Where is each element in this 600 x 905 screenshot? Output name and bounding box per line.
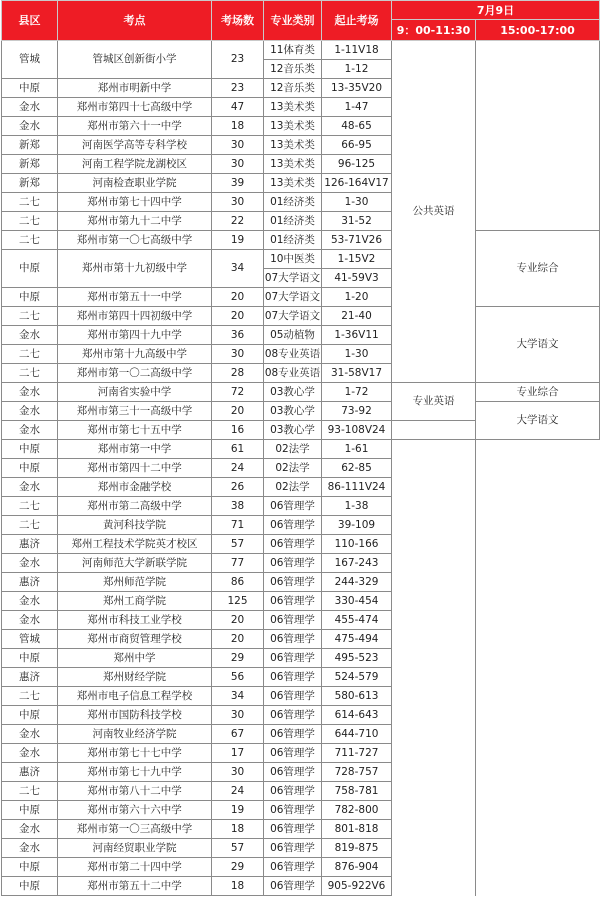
category-cell: 06管理学	[264, 744, 322, 763]
site-cell: 郑州市第一〇二高级中学	[58, 364, 212, 383]
range-cell: 1-47	[322, 98, 392, 117]
site-cell: 郑州市第一中学	[58, 440, 212, 459]
range-cell: 455-474	[322, 611, 392, 630]
category-cell: 06管理学	[264, 763, 322, 782]
county-cell: 管城	[2, 630, 58, 649]
category-cell: 13美术类	[264, 117, 322, 136]
rooms-cell: 57	[212, 839, 264, 858]
rooms-cell: 61	[212, 440, 264, 459]
rooms-cell: 77	[212, 554, 264, 573]
range-cell: 1-15V2	[322, 250, 392, 269]
site-cell: 郑州市科技工业学校	[58, 611, 212, 630]
category-cell: 12音乐类	[264, 60, 322, 79]
county-cell: 二七	[2, 782, 58, 801]
table-row	[2, 402, 600, 421]
range-cell: 905-922V6	[322, 877, 392, 896]
county-cell: 中原	[2, 440, 58, 459]
site-cell: 郑州市第七十七中学	[58, 744, 212, 763]
county-cell: 金水	[2, 611, 58, 630]
site-cell: 郑州市第五十二中学	[58, 877, 212, 896]
site-cell: 郑州市第一〇七高级中学	[58, 231, 212, 250]
county-cell: 中原	[2, 801, 58, 820]
site-cell: 郑州市第八十二中学	[58, 782, 212, 801]
rooms-cell: 24	[212, 459, 264, 478]
table-row	[2, 668, 600, 687]
county-cell: 中原	[2, 877, 58, 896]
category-cell: 05动植物	[264, 326, 322, 345]
subject-blank	[392, 421, 476, 440]
site-cell: 郑州市第七十九中学	[58, 763, 212, 782]
site-cell: 郑州市第二十四中学	[58, 858, 212, 877]
rooms-cell: 19	[212, 801, 264, 820]
range-cell: 758-781	[322, 782, 392, 801]
table-body	[2, 41, 600, 896]
rooms-cell: 16	[212, 421, 264, 440]
county-cell: 二七	[2, 307, 58, 326]
category-cell: 06管理学	[264, 630, 322, 649]
table-row	[2, 554, 600, 573]
rooms-cell: 56	[212, 668, 264, 687]
county-cell: 中原	[2, 288, 58, 307]
range-cell: 31-58V17	[322, 364, 392, 383]
range-cell: 711-727	[322, 744, 392, 763]
category-cell: 06管理学	[264, 877, 322, 896]
range-cell: 13-35V20	[322, 79, 392, 98]
rooms-cell: 36	[212, 326, 264, 345]
subject-college-chinese: 大学语文	[476, 307, 600, 383]
table-row	[2, 41, 600, 60]
rooms-cell: 39	[212, 174, 264, 193]
range-cell: 96-125	[322, 155, 392, 174]
header-range: 起止考场	[322, 1, 392, 41]
category-cell: 02法学	[264, 459, 322, 478]
range-cell: 126-164V17	[322, 174, 392, 193]
subject-professional-english: 专业英语	[392, 383, 476, 421]
range-cell: 1-38	[322, 497, 392, 516]
range-cell: 41-59V3	[322, 269, 392, 288]
site-cell: 郑州市第三十一高级中学	[58, 402, 212, 421]
site-cell: 郑州市第六十六中学	[58, 801, 212, 820]
table-row	[2, 611, 600, 630]
county-cell: 二七	[2, 212, 58, 231]
table-row	[2, 630, 600, 649]
county-cell: 新郑	[2, 174, 58, 193]
rooms-cell: 18	[212, 877, 264, 896]
county-cell: 惠济	[2, 573, 58, 592]
category-cell: 08专业英语	[264, 364, 322, 383]
range-cell: 819-875	[322, 839, 392, 858]
range-cell: 66-95	[322, 136, 392, 155]
county-cell: 二七	[2, 516, 58, 535]
category-cell: 12音乐类	[264, 79, 322, 98]
county-cell: 惠济	[2, 763, 58, 782]
table-row	[2, 440, 600, 459]
rooms-cell: 47	[212, 98, 264, 117]
range-cell: 524-579	[322, 668, 392, 687]
rooms-cell: 22	[212, 212, 264, 231]
county-cell: 中原	[2, 79, 58, 98]
site-cell: 郑州市金融学校	[58, 478, 212, 497]
site-cell: 郑州工程技术学院英才校区	[58, 535, 212, 554]
site-cell: 河南省实验中学	[58, 383, 212, 402]
rooms-cell: 72	[212, 383, 264, 402]
county-cell: 中原	[2, 649, 58, 668]
category-cell: 06管理学	[264, 687, 322, 706]
county-cell: 金水	[2, 839, 58, 858]
category-cell: 01经济类	[264, 212, 322, 231]
category-cell: 06管理学	[264, 497, 322, 516]
range-cell: 93-108V24	[322, 421, 392, 440]
table-row	[2, 497, 600, 516]
county-cell: 新郑	[2, 155, 58, 174]
rooms-cell: 17	[212, 744, 264, 763]
site-cell: 郑州市第十九高级中学	[58, 345, 212, 364]
range-cell: 48-65	[322, 117, 392, 136]
category-cell: 11体育类	[264, 41, 322, 60]
rooms-cell: 20	[212, 611, 264, 630]
range-cell: 495-523	[322, 649, 392, 668]
range-cell: 110-166	[322, 535, 392, 554]
category-cell: 06管理学	[264, 839, 322, 858]
category-cell: 06管理学	[264, 668, 322, 687]
rooms-cell: 29	[212, 649, 264, 668]
range-cell: 644-710	[322, 725, 392, 744]
header-rooms: 考场数	[212, 1, 264, 41]
rooms-cell: 20	[212, 630, 264, 649]
category-cell: 06管理学	[264, 649, 322, 668]
category-cell: 03教心学	[264, 383, 322, 402]
rooms-cell: 20	[212, 288, 264, 307]
range-cell: 86-111V24	[322, 478, 392, 497]
rooms-cell: 19	[212, 231, 264, 250]
site-cell: 郑州市第十九初级中学	[58, 250, 212, 288]
site-cell: 郑州市第四十四初级中学	[58, 307, 212, 326]
range-cell: 1-36V11	[322, 326, 392, 345]
county-cell: 中原	[2, 858, 58, 877]
table-row	[2, 839, 600, 858]
rooms-cell: 38	[212, 497, 264, 516]
range-cell: 31-52	[322, 212, 392, 231]
range-cell: 244-329	[322, 573, 392, 592]
category-cell: 06管理学	[264, 573, 322, 592]
county-cell: 金水	[2, 383, 58, 402]
category-cell: 06管理学	[264, 858, 322, 877]
category-cell: 13美术类	[264, 98, 322, 117]
county-cell: 二七	[2, 497, 58, 516]
range-cell: 1-61	[322, 440, 392, 459]
range-cell: 728-757	[322, 763, 392, 782]
header-date: 7月9日	[392, 1, 600, 20]
table-row	[2, 383, 600, 402]
site-cell: 郑州市第四十九中学	[58, 326, 212, 345]
range-cell: 73-92	[322, 402, 392, 421]
county-cell: 金水	[2, 744, 58, 763]
rooms-cell: 30	[212, 763, 264, 782]
site-cell: 河南医学高等专科学校	[58, 136, 212, 155]
range-cell: 876-904	[322, 858, 392, 877]
site-cell: 郑州市第一〇三高级中学	[58, 820, 212, 839]
rooms-cell: 30	[212, 136, 264, 155]
category-cell: 13美术类	[264, 155, 322, 174]
site-cell: 郑州市第四十二中学	[58, 459, 212, 478]
category-cell: 10中医类	[264, 250, 322, 269]
category-cell: 02法学	[264, 440, 322, 459]
table-row	[2, 649, 600, 668]
exam-site-table	[1, 0, 600, 896]
category-cell: 03教心学	[264, 421, 322, 440]
range-cell: 62-85	[322, 459, 392, 478]
county-cell: 金水	[2, 725, 58, 744]
range-cell: 475-494	[322, 630, 392, 649]
range-cell: 53-71V26	[322, 231, 392, 250]
category-cell: 06管理学	[264, 611, 322, 630]
header-site: 考点	[58, 1, 212, 41]
subject-public-english: 公共英语	[392, 41, 476, 383]
range-cell: 39-109	[322, 516, 392, 535]
site-cell: 郑州市明新中学	[58, 79, 212, 98]
range-cell: 1-30	[322, 345, 392, 364]
table-row	[2, 801, 600, 820]
table-row	[2, 706, 600, 725]
site-cell: 郑州市第六十一中学	[58, 117, 212, 136]
subject-college-chinese-2: 大学语文	[476, 402, 600, 440]
site-cell: 郑州市第二高级中学	[58, 497, 212, 516]
site-cell: 郑州市第七十五中学	[58, 421, 212, 440]
rooms-cell: 57	[212, 535, 264, 554]
rooms-cell: 29	[212, 858, 264, 877]
range-cell: 330-454	[322, 592, 392, 611]
category-cell: 01经济类	[264, 231, 322, 250]
table-row	[2, 592, 600, 611]
range-cell: 1-20	[322, 288, 392, 307]
range-cell: 782-800	[322, 801, 392, 820]
category-cell: 06管理学	[264, 592, 322, 611]
site-cell: 黄河科技学院	[58, 516, 212, 535]
rooms-cell: 30	[212, 345, 264, 364]
site-cell: 郑州市商贸管理学校	[58, 630, 212, 649]
category-cell: 02法学	[264, 478, 322, 497]
county-cell: 中原	[2, 706, 58, 725]
site-cell: 河南牧业经济学院	[58, 725, 212, 744]
table-row	[2, 459, 600, 478]
subject-professional-comprehensive: 专业综合	[476, 231, 600, 307]
subject-blank	[476, 41, 600, 231]
site-cell: 郑州工商学院	[58, 592, 212, 611]
range-cell: 1-30	[322, 193, 392, 212]
table-row	[2, 725, 600, 744]
county-cell: 二七	[2, 193, 58, 212]
rooms-cell: 86	[212, 573, 264, 592]
site-cell: 郑州市第四十七高级中学	[58, 98, 212, 117]
county-cell: 金水	[2, 98, 58, 117]
site-cell: 河南师范大学新联学院	[58, 554, 212, 573]
range-cell: 1-12	[322, 60, 392, 79]
rooms-cell: 30	[212, 706, 264, 725]
rooms-cell: 67	[212, 725, 264, 744]
table-row	[2, 687, 600, 706]
rooms-cell: 23	[212, 41, 264, 79]
category-cell: 07大学语文	[264, 307, 322, 326]
site-cell: 郑州师范学院	[58, 573, 212, 592]
table-row	[2, 763, 600, 782]
category-cell: 13美术类	[264, 174, 322, 193]
county-cell: 惠济	[2, 535, 58, 554]
range-cell: 1-72	[322, 383, 392, 402]
header-afternoon: 15:00-17:00	[476, 20, 600, 41]
rooms-cell: 23	[212, 79, 264, 98]
category-cell: 07大学语文	[264, 269, 322, 288]
site-cell: 郑州市国防科技学校	[58, 706, 212, 725]
table-row	[2, 858, 600, 877]
county-cell: 二七	[2, 687, 58, 706]
category-cell: 06管理学	[264, 725, 322, 744]
county-cell: 中原	[2, 250, 58, 288]
table-row	[2, 307, 600, 326]
category-cell: 06管理学	[264, 782, 322, 801]
county-cell: 金水	[2, 554, 58, 573]
category-cell: 13美术类	[264, 136, 322, 155]
table-row	[2, 877, 600, 896]
rooms-cell: 30	[212, 193, 264, 212]
range-cell: 614-643	[322, 706, 392, 725]
subject-blank	[392, 440, 476, 896]
rooms-cell: 18	[212, 820, 264, 839]
category-cell: 06管理学	[264, 801, 322, 820]
county-cell: 金水	[2, 117, 58, 136]
category-cell: 06管理学	[264, 820, 322, 839]
county-cell: 中原	[2, 459, 58, 478]
category-cell: 06管理学	[264, 516, 322, 535]
county-cell: 金水	[2, 421, 58, 440]
range-cell: 21-40	[322, 307, 392, 326]
category-cell: 06管理学	[264, 535, 322, 554]
table-row	[2, 573, 600, 592]
subject-professional-comprehensive-2: 专业综合	[476, 383, 600, 402]
county-cell: 二七	[2, 345, 58, 364]
county-cell: 金水	[2, 592, 58, 611]
range-cell: 167-243	[322, 554, 392, 573]
county-cell: 二七	[2, 231, 58, 250]
site-cell: 郑州市第七十四中学	[58, 193, 212, 212]
site-cell: 管城区创新街小学	[58, 41, 212, 79]
county-cell: 新郑	[2, 136, 58, 155]
rooms-cell: 34	[212, 687, 264, 706]
category-cell: 01经济类	[264, 193, 322, 212]
rooms-cell: 24	[212, 782, 264, 801]
category-cell: 07大学语文	[264, 288, 322, 307]
table-row	[2, 478, 600, 497]
category-cell: 03教心学	[264, 402, 322, 421]
site-cell: 河南工程学院龙湖校区	[58, 155, 212, 174]
rooms-cell: 30	[212, 155, 264, 174]
header-category: 专业类别	[264, 1, 322, 41]
category-cell: 08专业英语	[264, 345, 322, 364]
rooms-cell: 34	[212, 250, 264, 288]
range-cell: 1-11V18	[322, 41, 392, 60]
site-cell: 郑州市第五十一中学	[58, 288, 212, 307]
county-cell: 管城	[2, 41, 58, 79]
rooms-cell: 125	[212, 592, 264, 611]
table-row	[2, 782, 600, 801]
range-cell: 580-613	[322, 687, 392, 706]
header-morning: 9：00-11:30	[392, 20, 476, 41]
rooms-cell: 20	[212, 402, 264, 421]
category-cell: 06管理学	[264, 706, 322, 725]
range-cell: 801-818	[322, 820, 392, 839]
county-cell: 金水	[2, 326, 58, 345]
site-cell: 郑州财经学院	[58, 668, 212, 687]
rooms-cell: 18	[212, 117, 264, 136]
county-cell: 金水	[2, 478, 58, 497]
table-row	[2, 231, 600, 250]
header-county: 县区	[2, 1, 58, 41]
county-cell: 二七	[2, 364, 58, 383]
county-cell: 惠济	[2, 668, 58, 687]
site-cell: 郑州市第九十二中学	[58, 212, 212, 231]
rooms-cell: 28	[212, 364, 264, 383]
site-cell: 河南经贸职业学院	[58, 839, 212, 858]
county-cell: 金水	[2, 820, 58, 839]
site-cell: 郑州市电子信息工程学校	[58, 687, 212, 706]
site-cell: 河南检查职业学院	[58, 174, 212, 193]
table-row	[2, 744, 600, 763]
table-row	[2, 820, 600, 839]
site-cell: 郑州中学	[58, 649, 212, 668]
rooms-cell: 20	[212, 307, 264, 326]
rooms-cell: 26	[212, 478, 264, 497]
county-cell: 金水	[2, 402, 58, 421]
table-row	[2, 535, 600, 554]
table-row	[2, 516, 600, 535]
rooms-cell: 71	[212, 516, 264, 535]
category-cell: 06管理学	[264, 554, 322, 573]
